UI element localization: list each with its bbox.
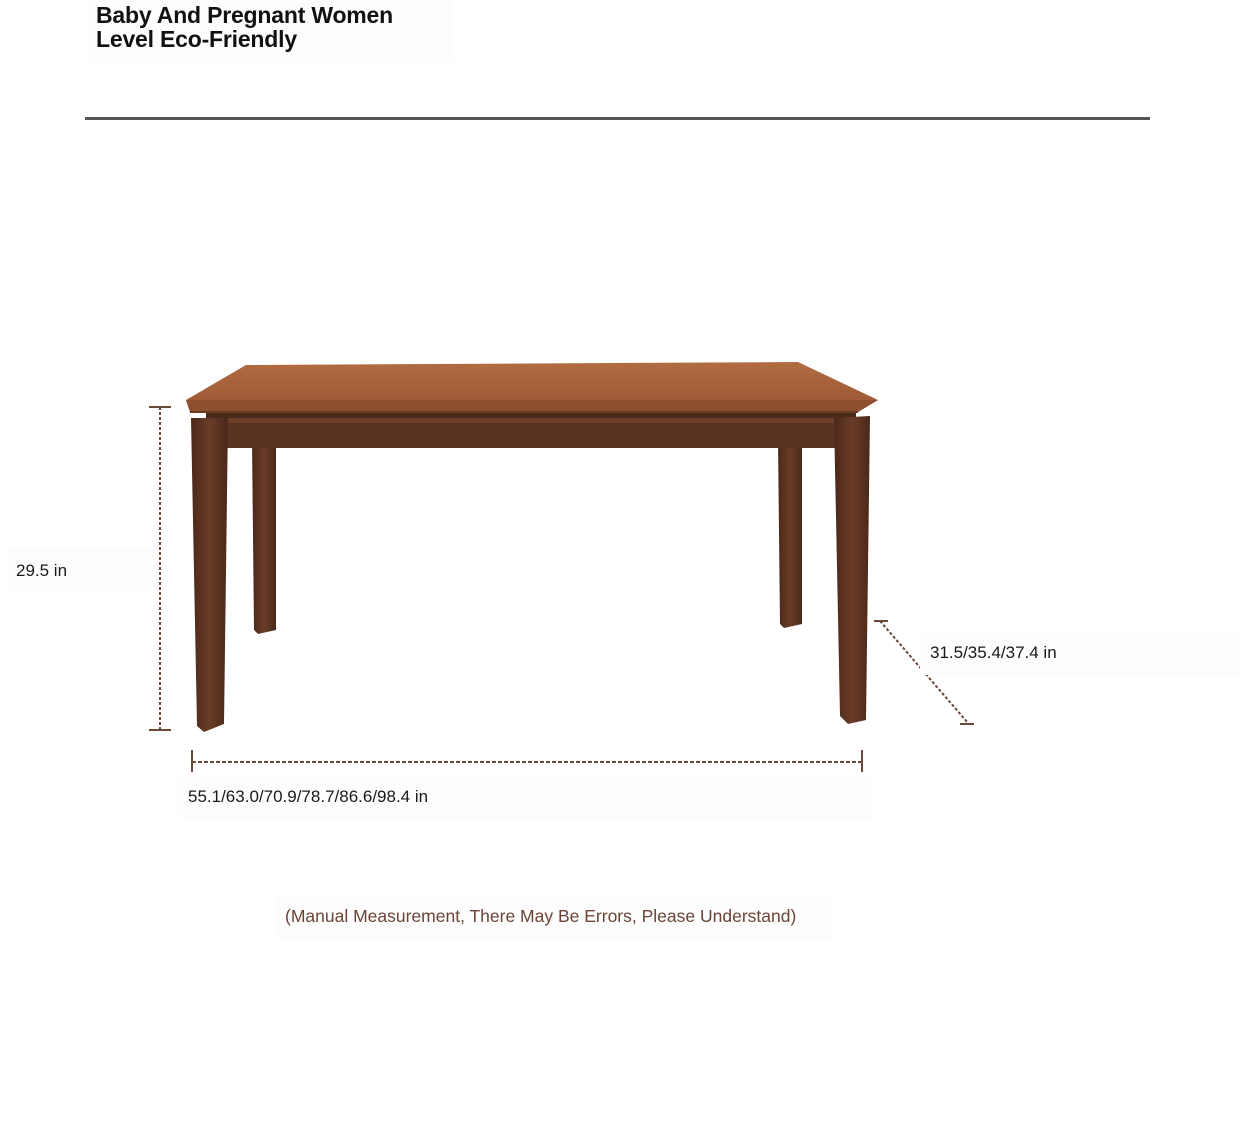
back-leg-right bbox=[778, 440, 802, 628]
width-dimension-label: 55.1/63.0/70.9/78.7/86.6/98.4 in bbox=[178, 775, 872, 819]
back-leg-left bbox=[252, 440, 276, 634]
front-leg-left bbox=[191, 418, 228, 732]
table-top bbox=[186, 362, 878, 412]
depth-dimension-label: 31.5/35.4/37.4 in bbox=[920, 631, 1240, 675]
height-dimension-label: 29.5 in bbox=[6, 549, 158, 593]
heading-line-1: Baby And Pregnant Women bbox=[96, 2, 393, 28]
front-leg-right bbox=[834, 416, 870, 724]
heading-line-2: Level Eco-Friendly bbox=[96, 26, 297, 52]
measurement-note: (Manual Measurement, There May Be Errors, Please Understand) bbox=[276, 895, 833, 939]
front-apron bbox=[206, 418, 854, 448]
width-dimension-line bbox=[192, 750, 862, 772]
